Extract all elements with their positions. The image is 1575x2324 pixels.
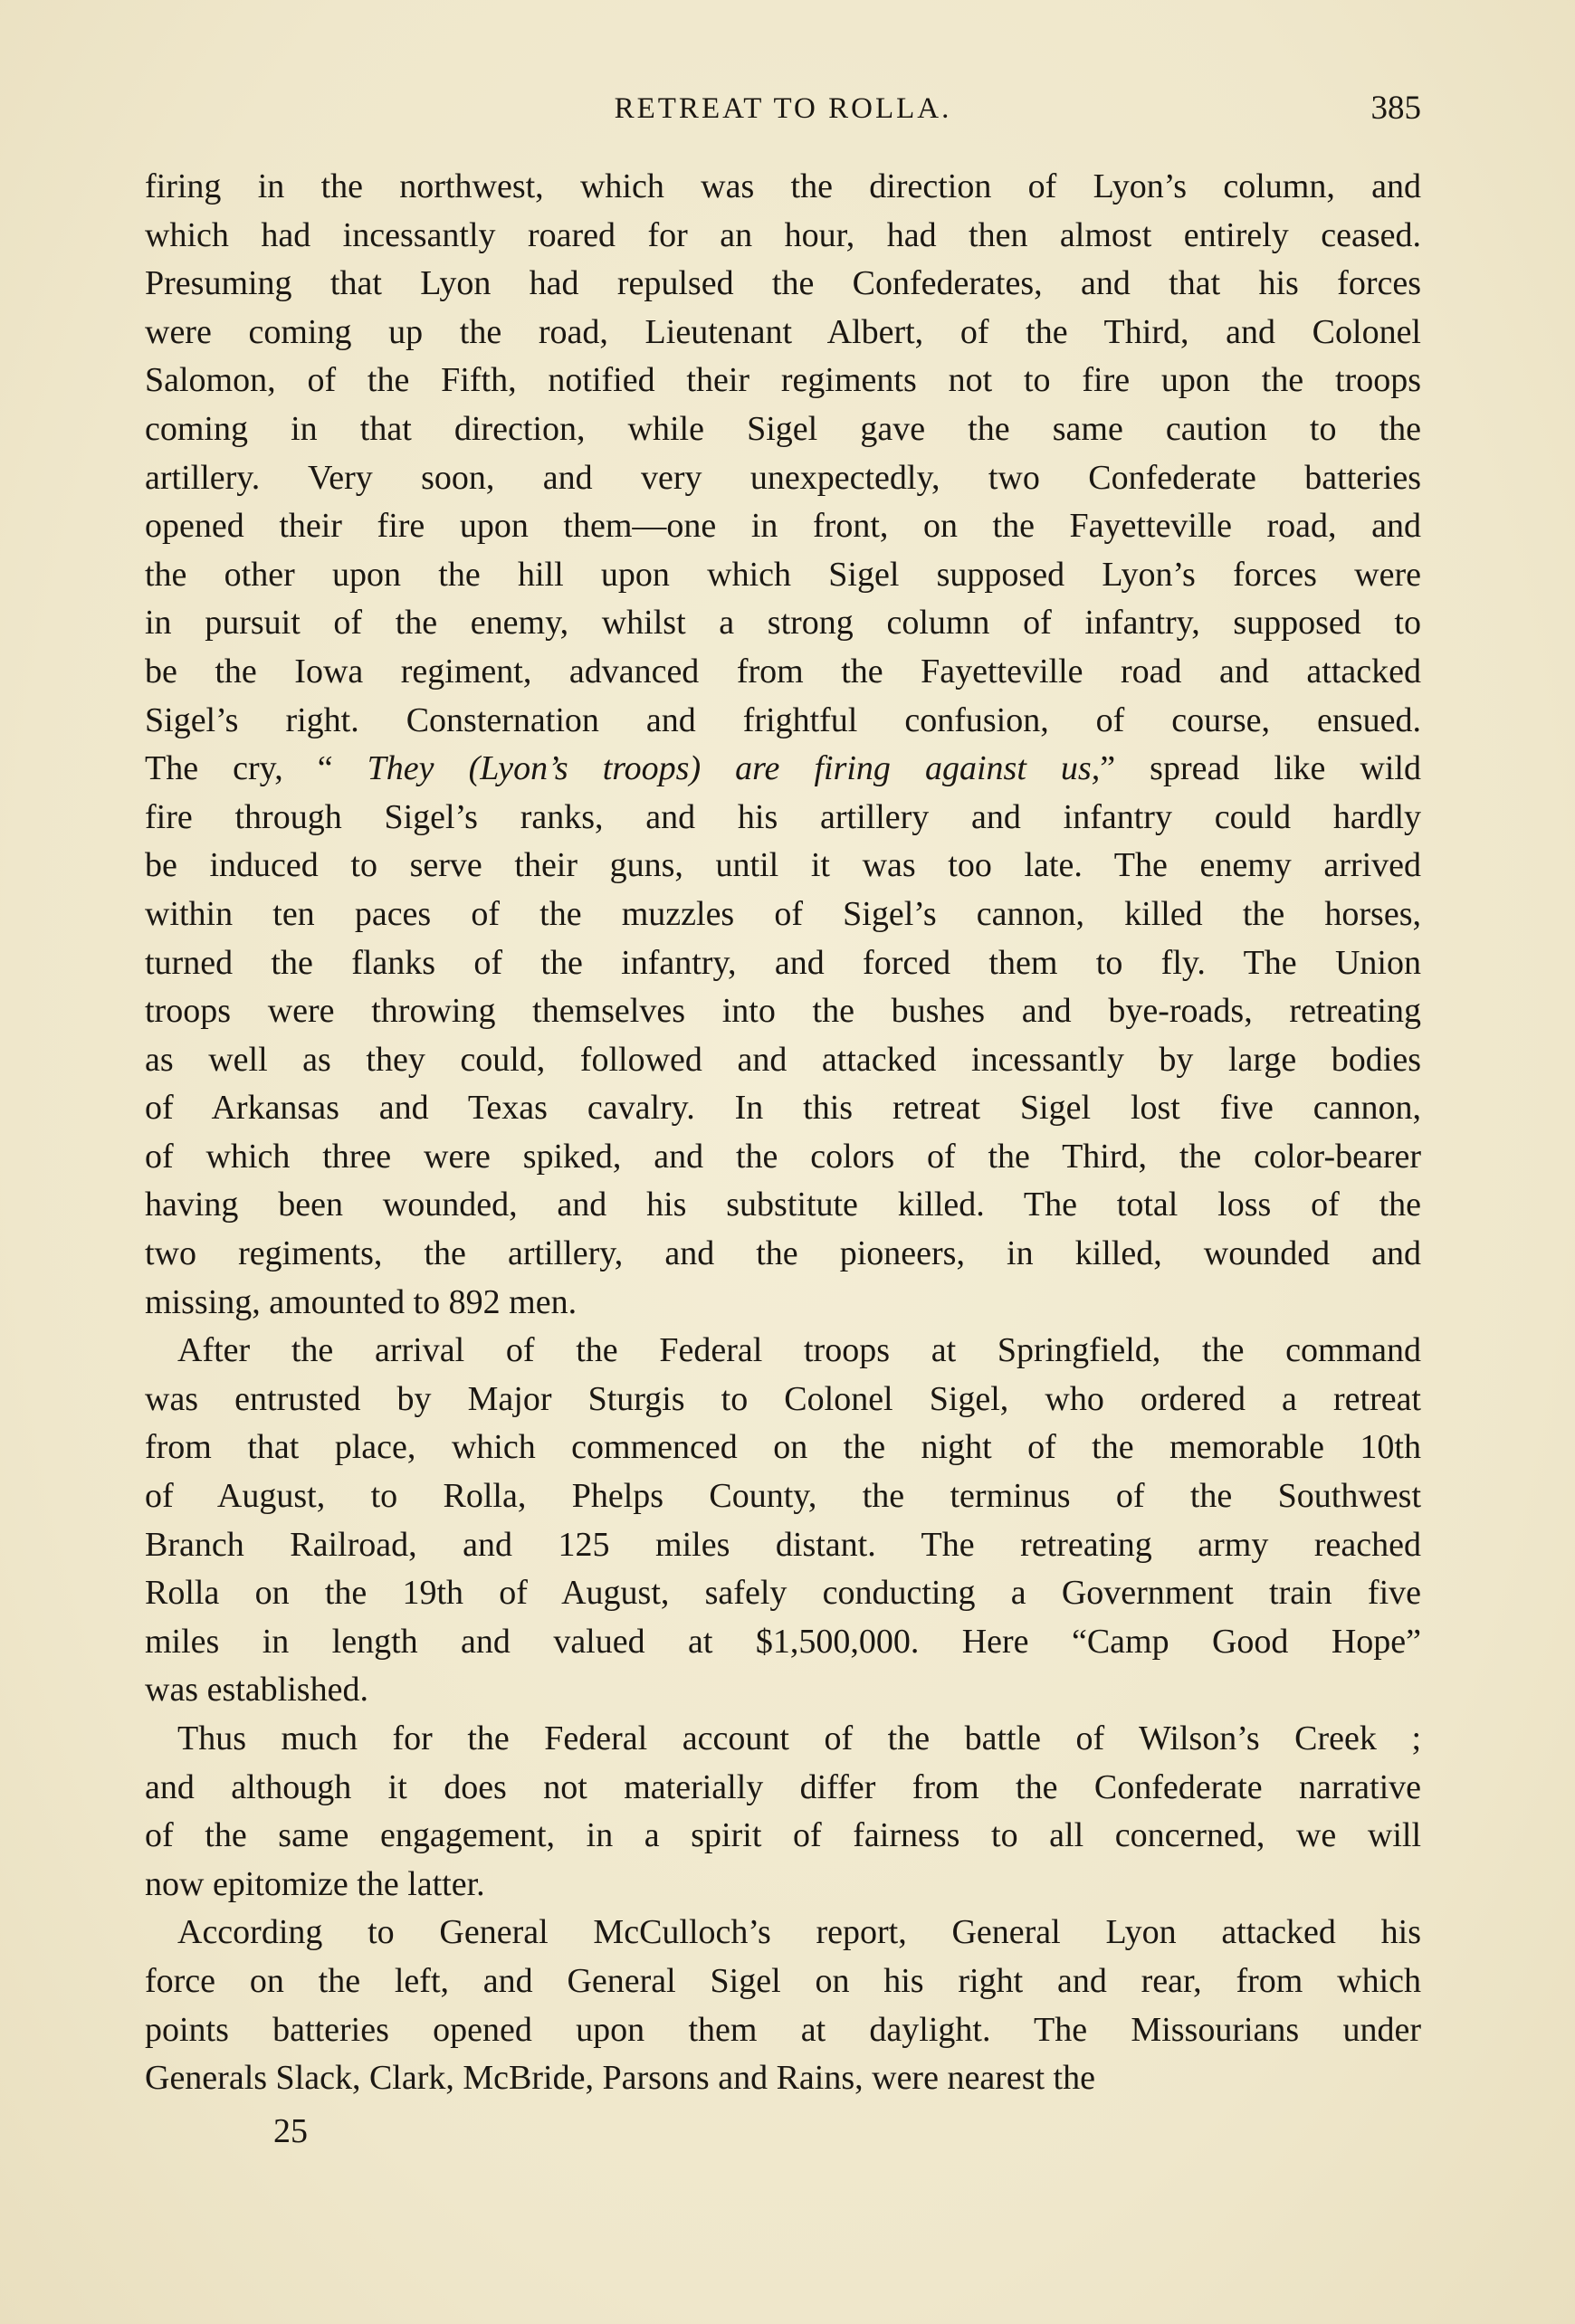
text-line: of Arkansas and Texas cavalry. In this retreat Sigel lost five cannon,	[145, 1089, 1421, 1128]
text-line: of which three were spiked, and the colors of the Third, the color-bearer	[145, 1137, 1421, 1176]
text-line: was entrusted by Major Sturgis to Colonel Sigel, who ordered a retreat	[145, 1379, 1421, 1418]
text-line: within ten paces of the muzzles of Sigel’s cannon, killed the horses,	[145, 894, 1421, 933]
paragraph	[145, 1715, 1421, 1909]
text-line: as well as they could, followed and attacked incessantly by large bodies	[145, 1040, 1421, 1079]
quote-tail: ” spread like wild	[1100, 749, 1421, 788]
text-line: Rolla on the 19th of August, safely conducting a Government train five	[145, 1574, 1421, 1613]
text-line: having been wounded, and his substitute killed. The total loss of the	[145, 1186, 1421, 1224]
italic-quote: They (Lyon’s troops) are firing against us,	[367, 749, 1101, 788]
text-line: Sigel’s right. Consternation and frightful confusion, of course, ensued.	[145, 700, 1421, 739]
quote-lead: The cry, “	[145, 749, 368, 788]
text-line: which had incessantly roared for an hour, had then almost entirely ceased.	[145, 215, 1421, 254]
text-line	[145, 745, 1421, 794]
text-line: Salomon, of the Fifth, notified their regiments not to fire upon the troops	[145, 361, 1421, 400]
text-line: coming in that direction, while Sigel gave the same caution to the	[145, 409, 1421, 448]
text-line: fire through Sigel’s ranks, and his artillery and infantry could hardly	[145, 797, 1421, 836]
running-title: RETREAT TO ROLLA.	[614, 92, 952, 125]
text-line: be induced to serve their guns, until it was too late. The enemy arrived	[145, 846, 1421, 885]
text-line: of August, to Rolla, Phelps County, the terminus of the Southwest	[145, 1477, 1421, 1516]
text-line: the other upon the hill upon which Sigel supposed Lyon’s forces were	[145, 555, 1421, 594]
text-line: Generals Slack, Clark, McBride, Parsons and Rains, were nearest the	[145, 2059, 1095, 2098]
paragraph	[145, 163, 1421, 1327]
text-line: firing in the northwest, which was the direction of Lyon’s column, and	[145, 167, 1421, 205]
text-line: points batteries opened upon them at daylight. The Missourians under	[145, 2010, 1421, 2049]
text-line: in pursuit of the enemy, whilst a strong column of infantry, supposed to	[145, 604, 1421, 643]
text-line: was established.	[145, 1671, 368, 1710]
text-line: missing, amounted to 892 men.	[145, 1282, 578, 1321]
paragraph	[145, 1909, 1421, 2102]
text-line: from that place, which commenced on the night of the memorable 10th	[145, 1428, 1421, 1467]
text-line: Presuming that Lyon had repulsed the Confederates, and that his forces	[145, 264, 1421, 303]
text-line: opened their fire upon them—one in front, on the Fayetteville road, and	[145, 507, 1421, 546]
text-line: Thus much for the Federal account of the battle of Wilson’s Creek ;	[177, 1719, 1421, 1757]
text-line: After the arrival of the Federal troops at Springfield, the command	[177, 1331, 1421, 1370]
text-line: were coming up the road, Lieutenant Albert, of the Third, and Colonel	[145, 312, 1421, 351]
text-line: be the Iowa regiment, advanced from the Fayetteville road and attacked	[145, 652, 1421, 691]
body-text	[145, 163, 1421, 2103]
running-head	[145, 87, 1421, 130]
text-line: and although it does not materially differ from the Confederate narrative	[145, 1767, 1421, 1806]
text-line: force on the left, and General Sigel on his right and rear, from which	[145, 1961, 1421, 2000]
text-line: of the same engagement, in a spirit of fairness to all concerned, we will	[145, 1816, 1421, 1855]
page-number: 385	[1370, 90, 1421, 127]
paragraph	[145, 1327, 1421, 1715]
text-line: According to General McCulloch’s report, General Lyon attacked his	[177, 1913, 1421, 1952]
text-line: miles in length and valued at $1,500,000. Here “Camp Good Hope”	[145, 1622, 1421, 1661]
text-line: artillery. Very soon, and very unexpectedly, two Confederate batteries	[145, 458, 1421, 497]
text-line: troops were throwing themselves into the bushes and bye-roads, retreating	[145, 992, 1421, 1031]
text-line: two regiments, the artillery, and the pioneers, in killed, wounded and	[145, 1234, 1421, 1273]
text-line: now epitomize the latter.	[145, 1864, 485, 1903]
text-line: turned the flanks of the infantry, and forced them to fly. The Union	[145, 943, 1421, 982]
signature-mark: 25	[273, 2112, 308, 2150]
text-line: Branch Railroad, and 125 miles distant. The retreating army reached	[145, 1525, 1421, 1564]
